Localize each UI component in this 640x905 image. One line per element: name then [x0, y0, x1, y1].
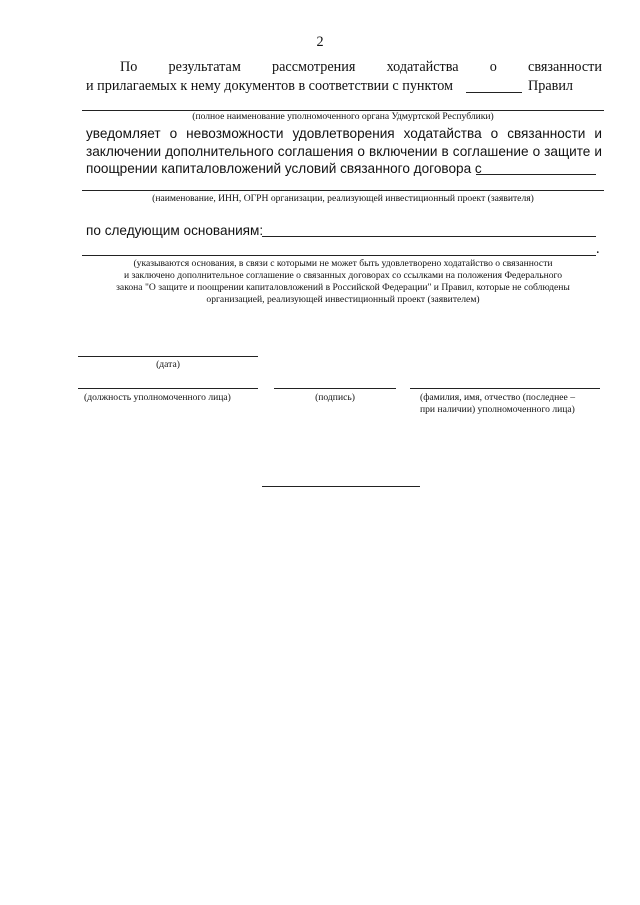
position-blank-line: [78, 388, 258, 389]
page-number: 2: [316, 34, 324, 50]
grounds-blank-line-2: [82, 255, 596, 256]
para2-line2: заключении дополнительного соглашения о включении в соглашение о защите и: [86, 144, 602, 159]
caption-grounds-line4: организацией, реализующей инвестиционный проект (заявителем): [206, 294, 480, 305]
date-blank-line: [78, 356, 258, 357]
para1-word-6: связанности: [528, 59, 602, 75]
counterparty-blank-line: [476, 174, 596, 175]
caption-position: (должность уполномоченного лица): [84, 392, 231, 403]
grounds-blank-line-1: [262, 236, 596, 237]
fio-blank-line: [410, 388, 600, 389]
caption-grounds-line1: (указываются основания, в связи с которыми не может быть удовлетворено ходатайство о связанности: [133, 258, 553, 269]
para1-line1: [86, 59, 602, 76]
para1-word-3: рассмотрения: [272, 59, 356, 75]
caption-organization: (наименование, ИНН, ОГРН организации, реализующей инвестиционный проект (заявителя): [152, 193, 534, 204]
caption-grounds-line2: и заключено дополнительное соглашение о связанных договорах со ссылками на положения Федерального: [123, 270, 563, 281]
clause-number-blank-line: [466, 92, 522, 93]
grounds-label: по следующим основаниям:: [86, 223, 264, 238]
para1-word-2: результатам: [168, 59, 241, 75]
para2-line1: уведомляет о невозможности удовлетворения ходатайства о связанности и: [86, 126, 602, 141]
para1-line2-rules: Правил: [528, 78, 574, 94]
para1-word-4: ходатайства: [386, 59, 459, 75]
closing-separator-line: [262, 486, 420, 487]
organization-blank-line: [82, 190, 604, 191]
para1-line2-text: и прилагаемых к нему документов в соответствии с пунктом: [86, 78, 454, 94]
para1-word-5: о: [489, 59, 497, 75]
caption-signature: (подпись): [315, 392, 355, 403]
caption-fio-line2: при наличии) уполномоченного лица): [420, 404, 575, 415]
caption-fio-line1: (фамилия, имя, отчество (последнее –: [420, 392, 575, 403]
caption-date: (дата): [156, 359, 180, 370]
para1-word-1: По: [120, 59, 138, 75]
grounds-end-mark: .: [596, 241, 600, 257]
para2-line3: поощрении капиталовложений условий связанного договора с: [86, 161, 482, 176]
signature-blank-line: [274, 388, 396, 389]
caption-grounds-line3: закона "О защите и поощрении капиталовложений в Российской Федерации" и Правил, которые не соблюдены: [116, 282, 570, 293]
caption-organ: (полное наименование уполномоченного органа Удмуртской Республики): [192, 111, 494, 122]
